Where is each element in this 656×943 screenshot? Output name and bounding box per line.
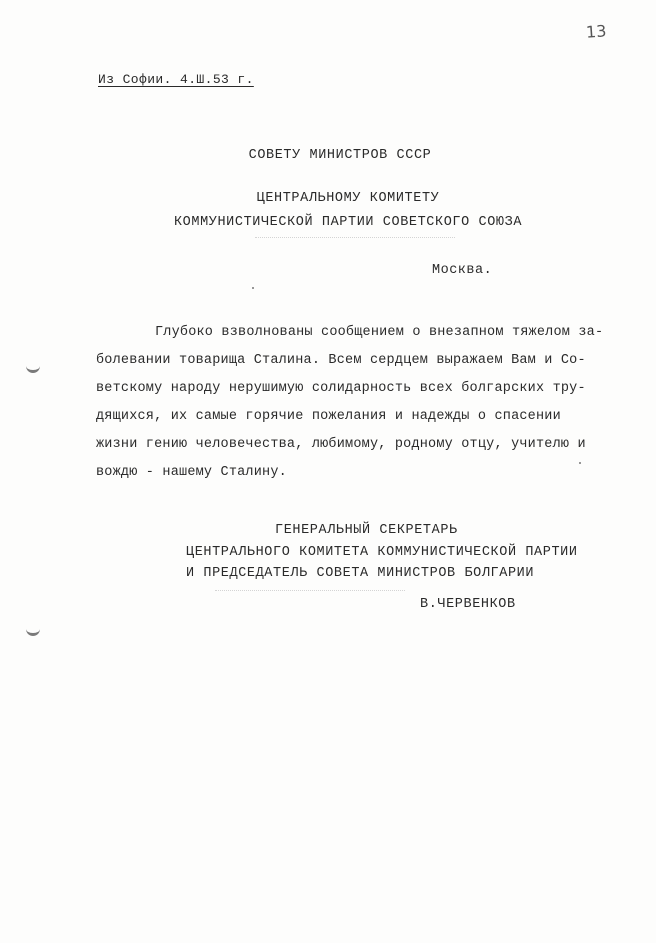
addressee-central-committee: ЦЕНТРАЛЬНОМУ КОМИТЕТУ: [256, 191, 440, 206]
faint-rule: [215, 590, 405, 591]
addressee-party: КОММУНИСТИЧЕСКОЙ ПАРТИИ СОВЕТСКОГО СОЮЗА: [173, 215, 523, 230]
signature-title-line: И ПРЕДСЕДАТЕЛЬ СОВЕТА МИНИСТРОВ БОЛГАРИИ: [186, 566, 535, 581]
origin-line: Из Софии. 4.Ш.53 г.: [98, 72, 254, 87]
body-line: жизни гению человечества, любимому, родному отцу, учителю и: [96, 437, 586, 452]
punch-hole-mark: [26, 363, 40, 373]
body-line: вождю - нашему Сталину.: [96, 465, 287, 480]
body-line: Глубоко взволнованы сообщением о внезапном тяжелом за-: [155, 325, 604, 340]
signature-title-line: ГЕНЕРАЛЬНЫЙ СЕКРЕТАРЬ: [275, 523, 458, 538]
page-number: 13: [585, 21, 607, 42]
addressee-council-of-ministers: СОВЕТУ МИНИСТРОВ СССР: [248, 148, 432, 163]
body-line: болевании товарища Сталина. Всем сердцем выражаем Вам и Со-: [96, 353, 586, 368]
signature-title-line: ЦЕНТРАЛЬНОГО КОМИТЕТА КОММУНИСТИЧЕСКОЙ ПАРТИИ: [186, 545, 578, 560]
paper-speck: [252, 287, 254, 289]
signatory-name: В.ЧЕРВЕНКОВ: [420, 597, 516, 612]
paper-speck: [579, 462, 581, 464]
body-line: ветскому народу нерушимую солидарность всех болгарских тру-: [96, 381, 586, 396]
punch-hole-mark: [26, 626, 40, 636]
body-line: дящихся, их самые горячие пожелания и надежды о спасении: [96, 409, 561, 424]
faint-rule: [255, 237, 455, 238]
city-line: Москва.: [432, 263, 493, 278]
